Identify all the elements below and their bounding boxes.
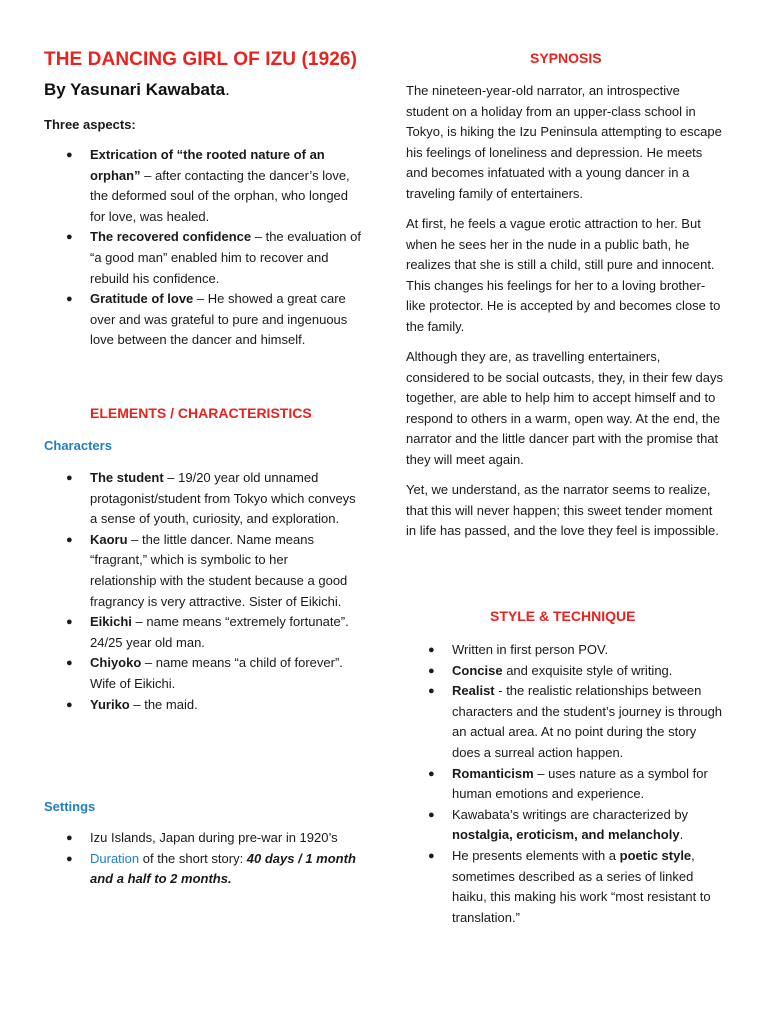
list-item <box>44 612 358 653</box>
character-description: – 19/20 year old unnamed protagonist/student from Tokyo which conveys a sense of youth, curiosity, and exploration. <box>90 470 356 527</box>
list-item <box>406 805 728 846</box>
style-heading: STYLE & TECHNIQUE <box>490 608 636 624</box>
aspects-label: Three aspects: <box>44 117 136 132</box>
list-item <box>406 681 728 763</box>
style-item-prefix: He presents elements with a <box>452 847 620 863</box>
list-item <box>44 695 358 716</box>
style-item-term: nostalgia, eroticism, and melancholy <box>452 827 680 843</box>
bullet-icon: ● <box>66 698 73 711</box>
duration-label: Duration <box>90 850 140 866</box>
document-title: THE DANCING GIRL OF IZU (1926) <box>44 49 358 70</box>
characters-list <box>44 468 358 715</box>
list-item <box>44 530 358 612</box>
aspects-list <box>44 145 366 351</box>
aspect-term: Gratitude of love <box>90 291 194 307</box>
bullet-icon: ● <box>66 293 73 306</box>
character-description: – the maid. <box>129 696 198 712</box>
character-name: Yuriko <box>90 696 130 712</box>
bullet-icon: ● <box>66 852 73 865</box>
settings-list <box>44 828 366 890</box>
character-name: Kaoru <box>90 531 128 547</box>
setting-text: of the short story: <box>139 850 247 866</box>
characters-label: Characters <box>44 438 112 453</box>
style-item-term: Realist <box>452 683 495 699</box>
list-item <box>406 764 728 805</box>
synopsis-heading: SYPNOSIS <box>530 50 602 66</box>
synopsis-paragraph-3: Although they are, as travelling entertainers, considered to be social outcasts, they, in their few days together, are able to help him to accept himself and to respond to others in a warm, open way. At the end, the narrator and the little dancer part with the promise that they will meet again. <box>406 349 723 467</box>
byline-period: . <box>225 80 230 99</box>
aspect-text: – the evaluation of “a good man” enabled him to recover and rebuild his confidence. <box>90 229 361 286</box>
synopsis-paragraph-4: Yet, we understand, as the narrator seems to realize, that this will never happen; this sweet tender moment in life has passed, and the love they feel is impossible. <box>406 482 719 539</box>
style-item-text: – uses nature as a symbol for human emotions and experience. <box>452 765 708 802</box>
character-name: Chiyoko <box>90 655 142 671</box>
elements-heading: ELEMENTS / CHARACTERISTICS <box>90 405 312 421</box>
character-description: – the little dancer. Name means “fragrant,” which is symbolic to her relationship with the student because a good fragrancy is very attractive. Sister of Eikichi. <box>90 531 348 609</box>
character-description: – name means “a child of forever”. Wife of Eikichi. <box>90 655 343 691</box>
style-item-text: Written in first person POV. <box>452 642 609 657</box>
list-item <box>44 145 366 227</box>
style-item-term: Romanticism <box>452 765 534 781</box>
style-list <box>406 640 728 928</box>
style-item-text: , sometimes described as a series of linked haiku, this making his work “most resistant to translation.” <box>452 847 711 925</box>
style-item-prefix: Kawabata’s writings are characterized by <box>452 806 689 822</box>
character-name: The student <box>90 470 164 485</box>
bullet-icon: ● <box>66 616 73 629</box>
bullet-icon: ● <box>428 849 435 862</box>
aspect-term: Extrication of “the rooted nature of an orphan” <box>90 147 325 183</box>
bullet-icon: ● <box>428 808 435 821</box>
style-item-text: . <box>679 827 684 843</box>
style-item-text: - the realistic relationships between characters and the student’s journey is through an actual area. At no point during the story does a surreal action happen. <box>452 683 723 760</box>
bullet-icon: ● <box>66 149 73 161</box>
list-item <box>406 661 728 682</box>
list-item <box>44 653 358 694</box>
list-item <box>406 846 728 928</box>
list-item <box>44 828 366 849</box>
duration-value: 40 days / 1 month and a half to 2 months. <box>90 850 356 887</box>
bullet-icon: ● <box>428 664 435 677</box>
bullet-icon: ● <box>66 832 73 844</box>
bullet-icon: ● <box>428 767 435 780</box>
list-item <box>406 640 728 661</box>
aspect-term: The recovered confidence <box>90 229 252 245</box>
bullet-icon: ● <box>428 644 435 656</box>
author-byline <box>44 80 230 100</box>
synopsis-paragraph-2: At first, he feels a vague erotic attraction to her. But when he sees her in the nude in a public bath, he realizes that she is still a child, still pure and innocent. This changes his feelings for her to a loving brother-like protector. He is accepted by and becomes close to the family. <box>406 216 721 334</box>
setting-text: Izu Islands, Japan during pre-war in 1920’s <box>90 830 338 845</box>
list-item <box>44 227 366 289</box>
character-description: – name means “extremely fortunate”. 24/25 year old man. <box>90 614 349 650</box>
list-item <box>44 289 366 351</box>
synopsis-paragraph-1: The nineteen-year-old narrator, an introspective student on a holiday from an upper-class school in Tokyo, is hiking the Izu Peninsula attempting to escape his feelings of loneliness and depression. He meets and becomes infatuated with a young dancer in a traveling family of entertainers. <box>406 83 722 201</box>
author-name: By Yasunari Kawabata <box>44 80 226 99</box>
aspect-text: – He showed a great care over and was grateful to pure and ingenuous love between the dancer and himself. <box>90 291 348 348</box>
bullet-icon: ● <box>428 685 435 698</box>
list-item <box>44 849 366 890</box>
character-name: Eikichi <box>90 614 132 630</box>
list-item <box>44 468 358 530</box>
style-item-term: poetic style <box>619 847 692 863</box>
bullet-icon: ● <box>66 472 73 484</box>
bullet-icon: ● <box>66 231 73 244</box>
bullet-icon: ● <box>66 533 73 546</box>
aspect-text: – after contacting the dancer’s love, the deformed soul of the orphan, who longed for love, was healed. <box>90 167 350 224</box>
bullet-icon: ● <box>66 657 73 670</box>
settings-label: Settings <box>44 799 96 814</box>
style-item-text: and exquisite style of writing. <box>502 662 673 678</box>
style-item-term: Concise <box>452 662 503 678</box>
